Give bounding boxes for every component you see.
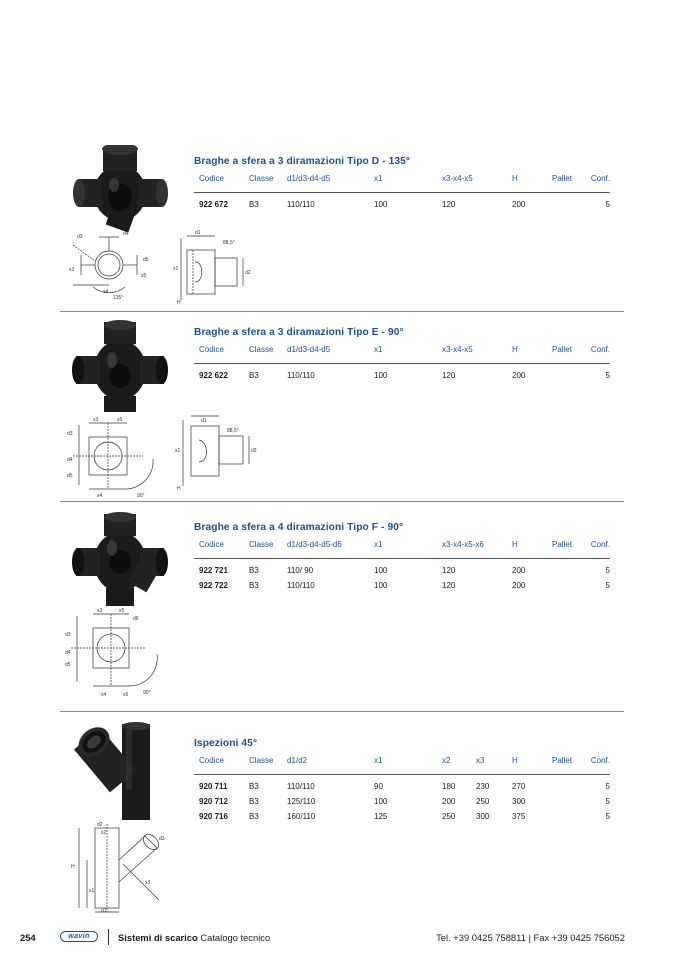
cell-h: 200	[512, 200, 526, 209]
svg-text:x4: x4	[97, 493, 103, 499]
svg-text:x3: x3	[69, 267, 75, 273]
cell-h: 270	[512, 782, 526, 791]
header-classe: Classe	[244, 174, 282, 193]
technical-drawing-ispezioni	[65, 820, 175, 915]
svg-text:d6: d6	[133, 616, 139, 622]
cell-codice: 922 622	[199, 371, 228, 380]
header-x1: x1	[369, 345, 437, 364]
svg-text:x2: x2	[101, 830, 107, 836]
svg-text:d2: d2	[251, 448, 257, 454]
cell-diameters: 110/110	[287, 782, 315, 791]
header-codice: Codice	[194, 540, 244, 559]
cell-x1: 100	[374, 371, 388, 380]
cell-x1: 100	[374, 200, 388, 209]
cell-x3: 230	[476, 782, 490, 791]
section-ispezioni	[60, 712, 624, 917]
svg-text:x1: x1	[175, 448, 181, 454]
svg-text:d3: d3	[77, 234, 83, 240]
cell-classe: B3	[249, 200, 259, 209]
table-row	[194, 775, 610, 792]
svg-text:x5: x5	[119, 608, 125, 614]
header-pallet: Pallet	[547, 756, 581, 775]
section-tipo-f	[60, 502, 624, 710]
svg-text:H: H	[177, 300, 181, 305]
cell-x1: 100	[374, 581, 388, 590]
cell-pallet	[547, 364, 581, 381]
header-x3-x4-x5-x6: x3-x4-x5-x6	[437, 540, 507, 559]
header-conf: Conf.	[581, 174, 610, 193]
cell-x3-x4-x5: 120	[442, 200, 456, 209]
svg-text:x4: x4	[103, 289, 109, 295]
cell-conf: 5	[605, 797, 610, 806]
cell-classe: B3	[249, 581, 259, 590]
svg-text:90°: 90°	[143, 690, 151, 696]
product-table	[194, 540, 610, 590]
cell-h: 375	[512, 812, 526, 821]
header-diameters: d1/d3-d4-d5-d6	[282, 540, 369, 559]
header-x3: x3	[471, 756, 507, 775]
cell-conf: 5	[605, 782, 610, 791]
cell-x1: 90	[374, 782, 383, 791]
header-conf: Conf.	[581, 345, 610, 364]
technical-drawing-top-tipo-d	[63, 225, 158, 300]
header-classe: Classe	[244, 345, 282, 364]
cell-classe: B3	[249, 782, 259, 791]
cell-diameters: 125/110	[287, 797, 316, 806]
header-diameters: d1/d2	[282, 756, 369, 775]
cell-x1: 125	[374, 812, 388, 821]
cell-conf: 5	[605, 812, 610, 821]
svg-text:90°: 90°	[137, 493, 145, 499]
svg-text:88,5°: 88,5°	[227, 428, 239, 434]
svg-text:H: H	[71, 864, 75, 870]
svg-text:88,5°: 88,5°	[223, 240, 235, 246]
technical-drawing-side-tipo-e	[173, 412, 268, 492]
header-diameters: d1/d3-d4-d5	[282, 174, 369, 193]
cell-codice: 922 721	[199, 566, 228, 575]
svg-text:d5: d5	[65, 662, 71, 668]
header-h: H	[507, 540, 547, 559]
svg-text:d5: d5	[67, 473, 73, 479]
header-classe: Classe	[244, 540, 282, 559]
header-x1: x1	[369, 756, 437, 775]
cell-diameters: 110/110	[287, 581, 315, 590]
cell-codice: 922 722	[199, 581, 228, 590]
cell-pallet	[547, 775, 581, 792]
header-x1: x1	[369, 174, 437, 193]
cell-x1: 100	[374, 566, 388, 575]
header-x3-x4-x5: x3-x4-x5	[437, 345, 507, 364]
svg-text:d3: d3	[65, 632, 71, 638]
cell-classe: B3	[249, 566, 259, 575]
header-classe: Classe	[244, 756, 282, 775]
header-x2: x2	[437, 756, 471, 775]
section-title: Braghe a sfera a 3 diramazioni Tipo E - 90°	[194, 327, 404, 338]
cell-x3-x4-x5: 120	[442, 371, 456, 380]
cell-classe: B3	[249, 797, 259, 806]
cell-h: 200	[512, 581, 526, 590]
svg-text:x5: x5	[141, 273, 147, 279]
page-number: 254	[20, 932, 36, 943]
technical-drawing-side-tipo-d	[173, 230, 263, 305]
svg-text:d1: d1	[201, 418, 207, 424]
svg-text:d1: d1	[195, 230, 201, 236]
cell-x2: 180	[442, 782, 456, 791]
header-conf: Conf.	[581, 756, 610, 775]
cell-h: 200	[512, 371, 526, 380]
svg-text:d3: d3	[67, 431, 73, 437]
catalog-section-rest: Catalogo tecnico	[197, 932, 271, 943]
contact-info: Tel. +39 0425 758811 | Fax +39 0425 756052	[436, 932, 625, 943]
table-row	[194, 559, 610, 576]
cell-classe: B3	[249, 371, 259, 380]
cell-x2: 200	[442, 797, 456, 806]
header-h: H	[507, 174, 547, 193]
product-photo-tipo-f	[70, 512, 170, 612]
svg-text:x3: x3	[97, 608, 103, 614]
svg-text:d4: d4	[123, 231, 129, 237]
svg-text:d2: d2	[245, 270, 251, 276]
table-row	[194, 791, 610, 806]
header-conf: Conf.	[581, 540, 610, 559]
cell-x3: 300	[476, 812, 490, 821]
section-tipo-d	[60, 140, 624, 310]
cell-conf: 5	[605, 200, 610, 209]
cell-diameters: 160/110	[287, 812, 316, 821]
catalog-section-name	[118, 932, 270, 943]
cell-codice: 920 711	[199, 782, 228, 791]
header-x3-x4-x5: x3-x4-x5	[437, 174, 507, 193]
svg-text:H: H	[177, 486, 181, 492]
cell-diameters: 110/110	[287, 200, 315, 209]
cell-codice: 922 672	[199, 200, 228, 209]
header-pallet: Pallet	[547, 174, 581, 193]
cell-pallet	[547, 806, 581, 821]
svg-text:x4: x4	[101, 692, 107, 698]
cell-codice: 920 712	[199, 797, 228, 806]
header-x1: x1	[369, 540, 437, 559]
cell-h: 300	[512, 797, 526, 806]
header-pallet: Pallet	[547, 345, 581, 364]
cell-h: 200	[512, 566, 526, 575]
header-h: H	[507, 345, 547, 364]
cell-x3-x4-x5-x6: 120	[442, 566, 456, 575]
table-row	[194, 806, 610, 821]
svg-text:x1: x1	[89, 888, 95, 894]
product-photo-ispezioni	[70, 720, 170, 825]
cell-diameters: 110/ 90	[287, 566, 314, 575]
header-pallet: Pallet	[547, 540, 581, 559]
product-table	[194, 345, 610, 380]
table-row	[194, 364, 610, 381]
svg-text:135°: 135°	[113, 295, 124, 300]
table-row	[194, 575, 610, 590]
svg-text:d4: d4	[67, 457, 73, 463]
cell-conf: 5	[605, 566, 610, 575]
section-title: Braghe a sfera a 4 diramazioni Tipo F - 90°	[194, 522, 404, 533]
svg-text:d3: d3	[159, 836, 165, 842]
header-codice: Codice	[194, 174, 244, 193]
technical-drawing-top-tipo-e	[63, 415, 158, 500]
technical-drawing-tipo-f	[63, 606, 163, 701]
section-title: Ispezioni 45°	[194, 738, 258, 749]
cell-codice: 920 716	[199, 812, 228, 821]
svg-text:x1: x1	[173, 266, 179, 272]
table-row	[194, 193, 610, 210]
svg-text:x6: x6	[123, 692, 129, 698]
cell-x3: 250	[476, 797, 490, 806]
svg-text:d2: d2	[97, 822, 103, 828]
cell-pallet	[547, 575, 581, 590]
cell-x2: 250	[442, 812, 456, 821]
product-photo-tipo-e	[70, 320, 170, 415]
product-table	[194, 174, 610, 209]
svg-text:x3: x3	[93, 417, 99, 423]
cell-x1: 100	[374, 797, 388, 806]
header-codice: Codice	[194, 756, 244, 775]
section-title: Braghe a sfera a 3 diramazioni Tipo D - 135°	[194, 156, 411, 167]
svg-text:d5: d5	[143, 257, 149, 263]
header-diameters: d1/d3-d4-d5	[282, 345, 369, 364]
cell-pallet	[547, 791, 581, 806]
header-codice: Codice	[194, 345, 244, 364]
svg-text:d1: d1	[101, 908, 107, 914]
cell-classe: B3	[249, 812, 259, 821]
svg-text:d4: d4	[65, 650, 71, 656]
cell-pallet	[547, 193, 581, 210]
cell-conf: 5	[605, 371, 610, 380]
section-tipo-e	[60, 312, 624, 500]
svg-text:x3: x3	[145, 880, 151, 886]
page-footer	[20, 929, 625, 947]
catalog-section-bold: Sistemi di scarico	[118, 932, 198, 943]
svg-text:x5: x5	[117, 417, 123, 423]
wavin-logo: wavin	[60, 931, 98, 942]
cell-pallet	[547, 559, 581, 576]
cell-conf: 5	[605, 581, 610, 590]
cell-x3-x4-x5-x6: 120	[442, 581, 456, 590]
product-table	[194, 756, 610, 821]
cell-diameters: 110/110	[287, 371, 315, 380]
footer-divider	[108, 929, 109, 945]
header-h: H	[507, 756, 547, 775]
